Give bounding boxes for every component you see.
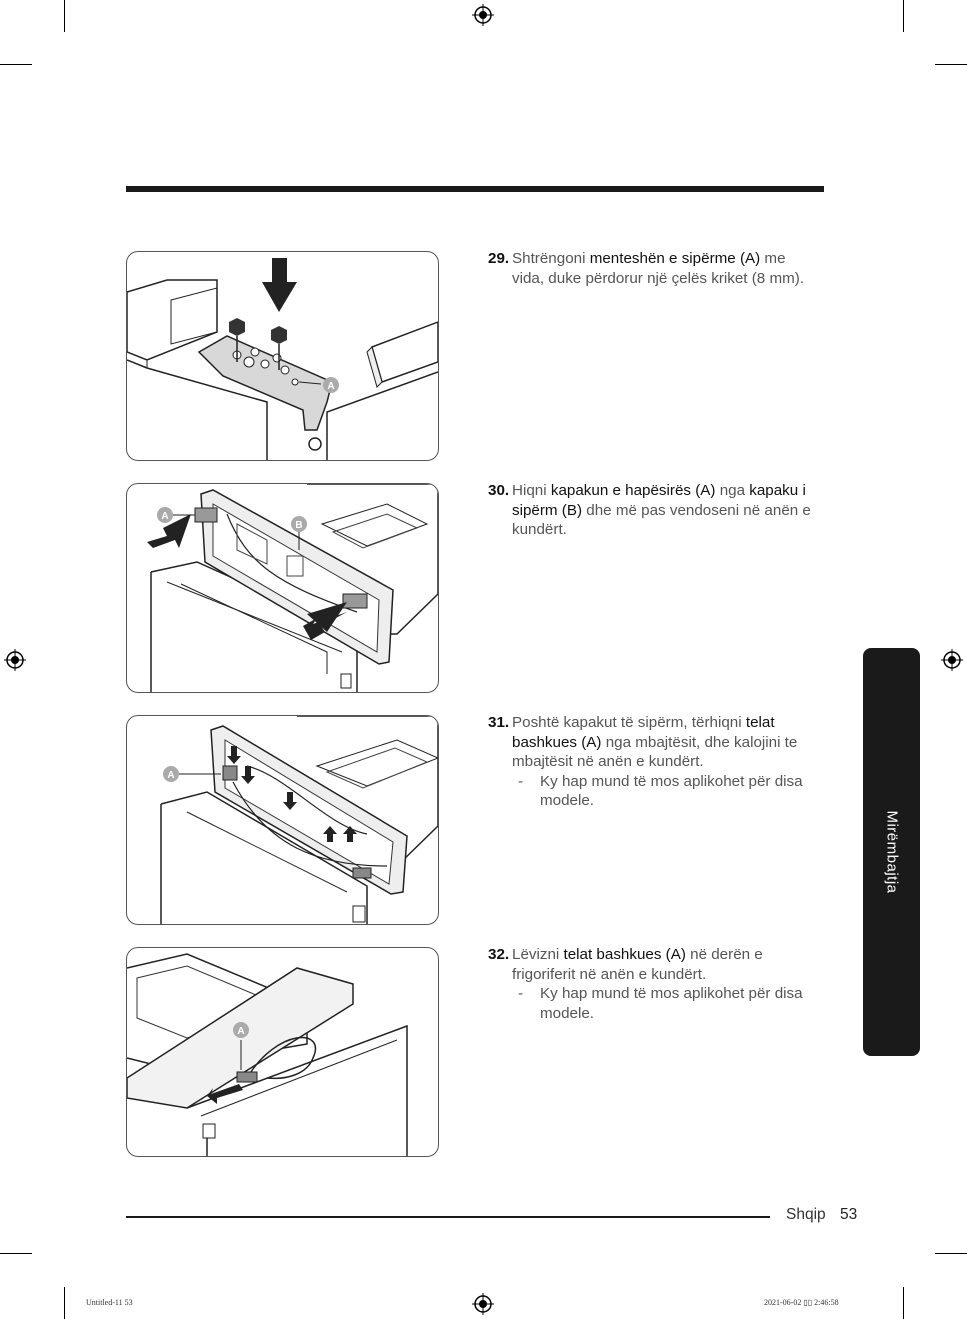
hinge-illustration <box>127 252 438 460</box>
step-number: 31. <box>488 714 510 731</box>
figure-label-a: A <box>327 381 335 392</box>
footer-rule <box>126 1216 770 1218</box>
step-32 <box>488 945 818 1023</box>
step-number: 30. <box>488 482 510 499</box>
figure-label-a: A <box>237 1026 245 1037</box>
page-number: 53 <box>840 1206 858 1223</box>
crop-mark <box>935 64 967 65</box>
header-rule <box>126 186 824 192</box>
crop-mark <box>64 0 65 32</box>
registration-mark-icon <box>4 649 26 671</box>
crop-mark <box>64 1287 65 1319</box>
registration-mark-icon <box>941 649 963 671</box>
step-note: - Ky hap mund të mos aplikohet për disa modele. <box>518 985 803 1022</box>
figure-label-a: A <box>161 511 169 522</box>
step-30 <box>488 481 818 540</box>
wires-illustration <box>127 716 438 924</box>
figure-label-b: B <box>295 520 303 531</box>
step-text: Hiqni kapakun e hapësirës (A) nga kapaku i sipërm (B) dhe më pas vendoseni në anën e kundërt. <box>512 482 811 538</box>
step-text: Lëvizni telat bashkues (A) në derën e frigoriferit në anën e kundërt. <box>512 946 763 983</box>
crop-mark <box>0 64 32 65</box>
step-text: Shtrëngoni menteshën e sipërme (A) me vida, duke përdorur një çelës kriket (8 mm). <box>512 250 805 287</box>
step-31 <box>488 713 818 811</box>
footer-language: Shqip <box>786 1206 826 1223</box>
crop-mark <box>903 0 904 32</box>
figure-step-29 <box>126 251 439 461</box>
registration-mark-icon <box>472 1293 494 1315</box>
step-number: 32. <box>488 946 510 963</box>
section-tab-label: Mirëmbajtja <box>883 810 900 894</box>
step-note: - Ky hap mund të mos aplikohet për disa modele. <box>518 772 803 809</box>
figure-step-31 <box>126 715 439 925</box>
step-29 <box>488 249 818 288</box>
step-number: 29. <box>488 250 510 267</box>
figure-step-30 <box>126 483 439 693</box>
step-text: Poshtë kapakut të sipërm, tërhiqni telat bashkues (A) nga mbajtësit, dhe kalojini te mbajtësit në anën e kundërt. <box>512 714 798 770</box>
crop-mark <box>935 1253 967 1254</box>
section-side-tab <box>863 648 920 1056</box>
registration-mark-icon <box>472 4 494 26</box>
figure-step-32 <box>126 947 439 1157</box>
crop-mark <box>903 1287 904 1319</box>
crop-mark <box>0 1253 32 1254</box>
figure-label-a: A <box>167 770 175 781</box>
door-wires-illustration <box>127 948 438 1156</box>
cover-illustration <box>127 484 438 692</box>
print-timestamp: 2021-06-02 ▯▯ 2:46:58 <box>764 1298 839 1307</box>
print-file-info: Untitled-11 53 <box>86 1298 133 1307</box>
